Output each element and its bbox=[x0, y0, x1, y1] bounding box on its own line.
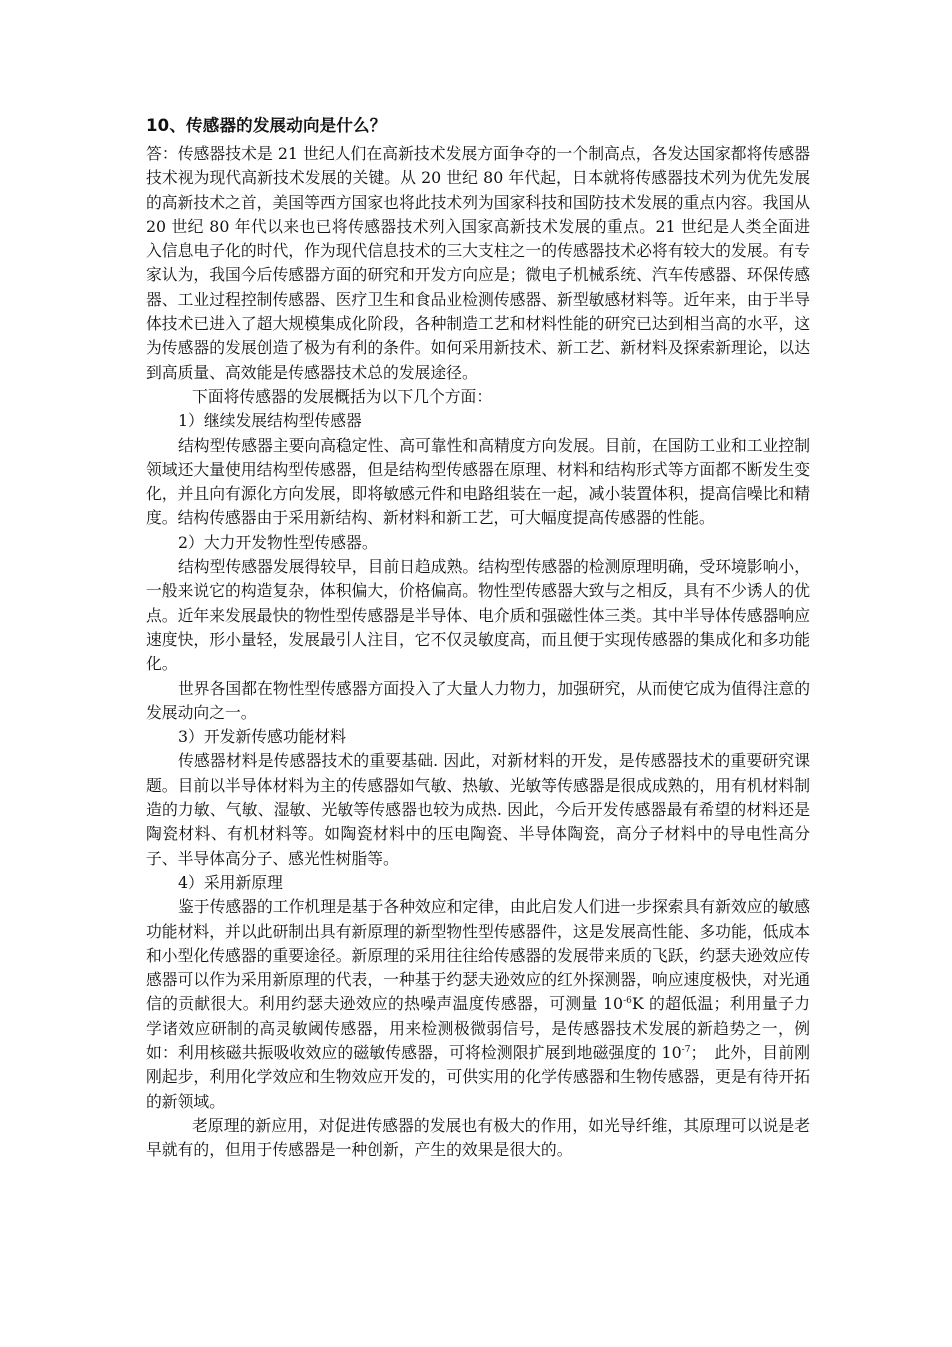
document-page bbox=[146, 114, 810, 1162]
section-4-text-c: ； 此外，目前刚刚起步，利用化学效应和生物效应开发的，可供实用的化学传感器和生物传感器，更是有待开拓的新领域。 bbox=[146, 1042, 810, 1111]
section-4-text-a: 鉴于传感器的工作机理是基于各种效应和定律，由此启发人们进一步探索具有新效应的敏感功能材料，并以此研制出具有新原理的新型物性型传感器件，这是发展高性能、多功能，低成本和小型化传感器的重要途径。新原理的采用往往给传感器的发展带来质的飞跃，约瑟夫逊效应传感器可以作为采用新原理的代表，一种基于约瑟夫逊效应的红外探测器，响应速度极快，对光通信的贡献很大。利用约瑟夫逊效应的热噪声温度传感器，可测量 10 bbox=[146, 897, 810, 1014]
page-title: 10、传感器的发展动向是什么？ bbox=[146, 116, 387, 135]
section-3-body: 传感器材料是传感器技术的重要基础. 因此，对新材料的开发，是传感器技术的重要研究课题。目前以半导体材料为主的传感器如气敏、热敏、光敏等传感器是很成成熟的，用有机材料制造的力敏、气敏、湿敏、光敏等传感器也较为成热. 因此，今后开发传感器最有希望的材料还是陶瓷材料、有机材料等。如陶瓷材料中的压电陶瓷、半导体陶瓷，高分子材料中的导电性高分子、半导体高分子、感光性树脂等。 bbox=[146, 751, 810, 868]
section-2-body-1: 结构型传感器发展得较早，目前日趋成熟。结构型传感器的检测原理明确，受环境影响小，一般来说它的构造复杂，体积偏大，价格偏高。物性型传感器大致与之相反，具有不少诱人的优点。近年来发展最快的物性型传感器是半导体、电介质和强磁性体三类。其中半导体传感器响应速度快，形小量轻，发展最引人注目，它不仅灵敏度高，而且便于实现传感器的集成化和多功能化。 bbox=[146, 557, 810, 674]
closing-paragraph: 老原理的新应用，对促进传感器的发展也有极大的作用，如光导纤维，其原理可以说是老早就有的，但用于传感器是一种创新，产生的效果是很大的。 bbox=[146, 1115, 810, 1160]
section-4-text-b: K 的超低温；利用量子力学诸效应研制的高灵敏阈传感器，用来检测极微弱信号，是传感器技术发展的新趋势之一，例如：利用核磁共振吸收效应的磁敏传感器，可将检测限扩展到地磁强度的 10 bbox=[146, 994, 810, 1062]
section-1-heading: 1）继续发展结构型传感器 bbox=[178, 411, 362, 431]
section-3-heading: 3）开发新传感功能材料 bbox=[178, 727, 347, 747]
section-1-body: 结构型传感器主要向高稳定性、高可靠性和高精度方向发展。目前，在国防工业和工业控制领域还大量使用结构型传感器，但是结构型传感器在原理、材料和结构形式等方面都不断发生变化，并且向有源化方向发展，即将敏感元件和电路组装在一起，减小装置体积，提高信噪比和精度。结构传感器由于采用新结构、新材料和新工艺，可大幅度提高传感器的性能。 bbox=[146, 435, 810, 528]
summary-lead: 下面将传感器的发展概括为以下几个方面： bbox=[192, 386, 493, 406]
section-2-body-2: 世界各国都在物性型传感器方面投入了大量人力物力，加强研究，从而使它成为值得注意的发展动向之一。 bbox=[146, 678, 810, 722]
section-4-body bbox=[146, 895, 810, 1114]
section-4-heading: 4）采用新原理 bbox=[178, 872, 283, 892]
exponent-minus-7: -7 bbox=[681, 1044, 691, 1055]
intro-paragraph: 答：传感器技术是 21 世纪人们在高新技术发展方面争夺的一个制高点，各发达国家都将传感器技术视为现代高新技术发展的关键。从 20 世纪 80 年代起，日本就将传感器技术列为优先发展的高新技术之首，美国等西方国家也将此技术列为国家科技和国防技术发展的重点内容。我国从 20 世纪 80 年代以来也已将传感器技术列入国家高新技术发展的重点。21 世纪是人类全面进入信息电子化的时代，作为现代信息技术的三大支柱之一的传感器技术必将有较大的发展。有专家认为，我国今后传感器方面的研究和开发方向应是；微电子机械系统、汽车传感器、环保传感器、工业过程控制传感器、医疗卫生和食品业检测传感器、新型敏感材料等。近年来，由于半导体技术已进入了超大规模集成化阶段，各种制造工艺和材料性能的研究已达到相当高的水平，这为传感器的发展创造了极为有利的条件。如何采用新技术、新工艺、新材料及探索新理论，以达到高质量、高效能是传感器技术总的发展途径。 bbox=[146, 144, 810, 382]
exponent-minus-6: -6 bbox=[623, 996, 632, 1007]
section-2-heading: 2）大力开发物性型传感器。 bbox=[178, 532, 378, 552]
